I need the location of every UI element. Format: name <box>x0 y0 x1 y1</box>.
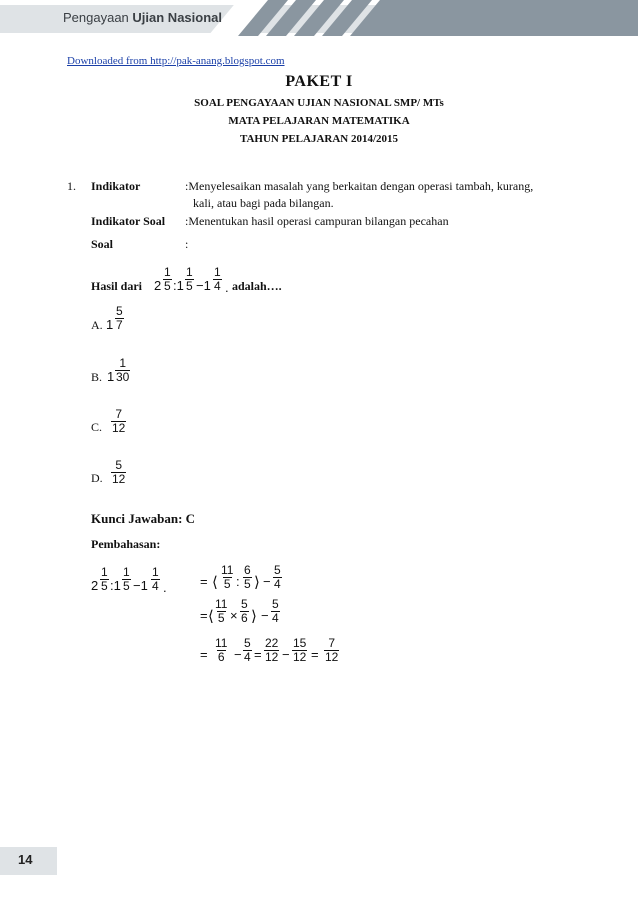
option-c-num: 7 <box>115 407 123 421</box>
step3-frac-3 <box>264 637 279 664</box>
step2-op: × <box>230 608 238 623</box>
option-d-label: D. <box>91 471 103 485</box>
step3-frac-5 <box>324 637 339 664</box>
expr-frac-1 <box>163 266 172 293</box>
pb-whole-1: 2 <box>91 578 99 593</box>
kunci-label: Kunci Jawaban <box>91 511 179 526</box>
option-c-label: C. <box>91 420 103 434</box>
expr-whole-1: 2 <box>154 278 162 293</box>
option-b-whole: 1 <box>107 369 115 384</box>
pb-num-3: 1 <box>152 565 159 579</box>
step3-frac-2 <box>243 637 252 664</box>
expr-end: . <box>225 280 229 295</box>
option-b-num: 1 <box>119 356 127 370</box>
doc-subtitle-2: MATA PELAJARAN MATEMATIKA <box>228 115 410 127</box>
step2-num-3: 5 <box>272 597 279 611</box>
header-title-bold: Ujian Nasional <box>132 10 222 25</box>
step1-den-3: 4 <box>274 577 281 591</box>
step3-num-3: 22 <box>265 636 279 650</box>
step1-eq: = <box>200 574 208 589</box>
step3-eq-3: = <box>311 647 319 662</box>
step3-den-1: 6 <box>217 650 225 664</box>
option-a-frac <box>115 305 124 332</box>
step3-den-3: 12 <box>265 650 279 664</box>
step1-frac-2 <box>243 564 252 591</box>
expr-frac-2 <box>185 266 194 293</box>
kunci-value: : C <box>178 511 196 526</box>
option-d-den: 12 <box>112 472 126 486</box>
header-title <box>63 10 222 25</box>
step2-open: ⟨ <box>208 608 214 625</box>
option-a-whole: 1 <box>106 317 114 332</box>
question-number: 1. <box>67 179 76 193</box>
soal-label: Soal <box>91 237 114 251</box>
step3-num-2: 5 <box>244 636 251 650</box>
step3-num-1: 11 <box>215 636 228 650</box>
pb-end: . <box>163 580 167 595</box>
step2-frac-3 <box>271 598 280 625</box>
pb-frac-2 <box>122 566 131 593</box>
pb-num-2: 1 <box>123 565 130 579</box>
expr-num-2: 1 <box>186 265 193 279</box>
pembahasan-label: Pembahasan: <box>91 537 161 551</box>
expr-op-1: :1 <box>173 278 184 293</box>
step3-eq: = <box>200 647 208 662</box>
step3-den-2: 4 <box>244 650 251 664</box>
step3-frac-1 <box>214 637 228 664</box>
step2-num-2: 5 <box>241 597 248 611</box>
step3-den-4: 12 <box>293 650 307 664</box>
expr-num-3: 1 <box>214 265 221 279</box>
indikator-text-2: kali, atau bagi pada bilangan. <box>193 196 334 210</box>
pb-op-2: −1 <box>133 578 148 593</box>
step3-num-5: 7 <box>328 636 336 650</box>
hasil-label: Hasil dari <box>91 279 143 293</box>
step1-num-3: 5 <box>274 563 281 577</box>
step3-minus-1: − <box>234 647 242 662</box>
step1-num-1: 11 <box>221 563 234 577</box>
option-c-den: 12 <box>112 421 126 435</box>
step1-num-2: 6 <box>244 563 251 577</box>
indikator-soal-text: :Menentukan hasil operasi campuran bilangan pecahan <box>185 214 449 228</box>
step3-minus-2: − <box>282 647 290 662</box>
step1-open: ⟨ <box>212 574 218 591</box>
indikator-label: Indikator <box>91 179 141 193</box>
option-d-frac <box>111 459 126 486</box>
pb-den-3: 4 <box>152 579 159 593</box>
doc-subtitle-3: TAHUN PELAJARAN 2014/2015 <box>239 133 399 145</box>
doc-title: PAKET I <box>285 73 353 90</box>
soal-colon: : <box>185 237 189 251</box>
step1-op: : <box>236 574 240 589</box>
expr-den-1: 5 <box>164 279 171 293</box>
step1-minus: − <box>263 574 271 589</box>
step3-eq-2: = <box>254 647 262 662</box>
header-prefix: Pengayaan <box>63 10 129 25</box>
indikator-text-1: :Menyelesaikan masalah yang berkaitan dengan operasi tambah, kurang, <box>185 179 534 193</box>
step3-den-5: 12 <box>325 650 339 664</box>
expr-op-2: −1 <box>196 278 211 293</box>
step1-close: ⟩ <box>254 574 260 591</box>
option-b-den: 30 <box>116 370 130 384</box>
doc-subtitle-1: SOAL PENGAYAAN UJIAN NASIONAL SMP/ MTs <box>194 97 444 109</box>
page-number: 14 <box>18 852 33 867</box>
kunci-jawaban <box>91 511 195 527</box>
step2-minus: − <box>261 608 269 623</box>
step1-frac-3 <box>273 564 282 591</box>
pb-num-1: 1 <box>101 565 108 579</box>
expr-num-1: 1 <box>164 265 171 279</box>
step2-frac-1 <box>214 598 228 625</box>
pb-frac-1 <box>100 566 109 593</box>
pb-den-2: 5 <box>123 579 130 593</box>
option-b-label: B. <box>91 370 103 384</box>
expr-den-2: 5 <box>186 279 193 293</box>
pb-den-1: 5 <box>101 579 108 593</box>
indikator-soal-label: Indikator Soal <box>91 214 166 228</box>
pb-op-1: :1 <box>110 578 121 593</box>
option-a-den: 7 <box>116 318 123 332</box>
adalah-text: adalah…. <box>232 279 282 293</box>
pb-frac-3 <box>151 566 160 593</box>
expr-den-3: 4 <box>214 279 221 293</box>
step2-eq: = <box>200 608 208 623</box>
step1-frac-1 <box>220 564 234 591</box>
option-c-frac <box>111 408 126 435</box>
step2-frac-2 <box>240 598 249 625</box>
step2-den-2: 6 <box>241 611 248 625</box>
expr-frac-3 <box>213 266 222 293</box>
step1-den-1: 5 <box>223 577 231 591</box>
step2-close: ⟩ <box>251 608 257 625</box>
step3-num-4: 15 <box>293 636 307 650</box>
option-a-num: 5 <box>116 304 123 318</box>
option-a-label: A. <box>91 318 103 332</box>
option-b-frac <box>115 357 130 384</box>
step2-den-1: 5 <box>217 611 225 625</box>
step3-frac-4 <box>292 637 307 664</box>
option-d-num: 5 <box>115 458 123 472</box>
step2-den-3: 4 <box>272 611 279 625</box>
page-header <box>0 0 638 36</box>
step2-num-1: 11 <box>215 597 228 611</box>
source-link[interactable]: Downloaded from http://pak-anang.blogspot.com <box>67 55 285 67</box>
step1-den-2: 5 <box>244 577 251 591</box>
